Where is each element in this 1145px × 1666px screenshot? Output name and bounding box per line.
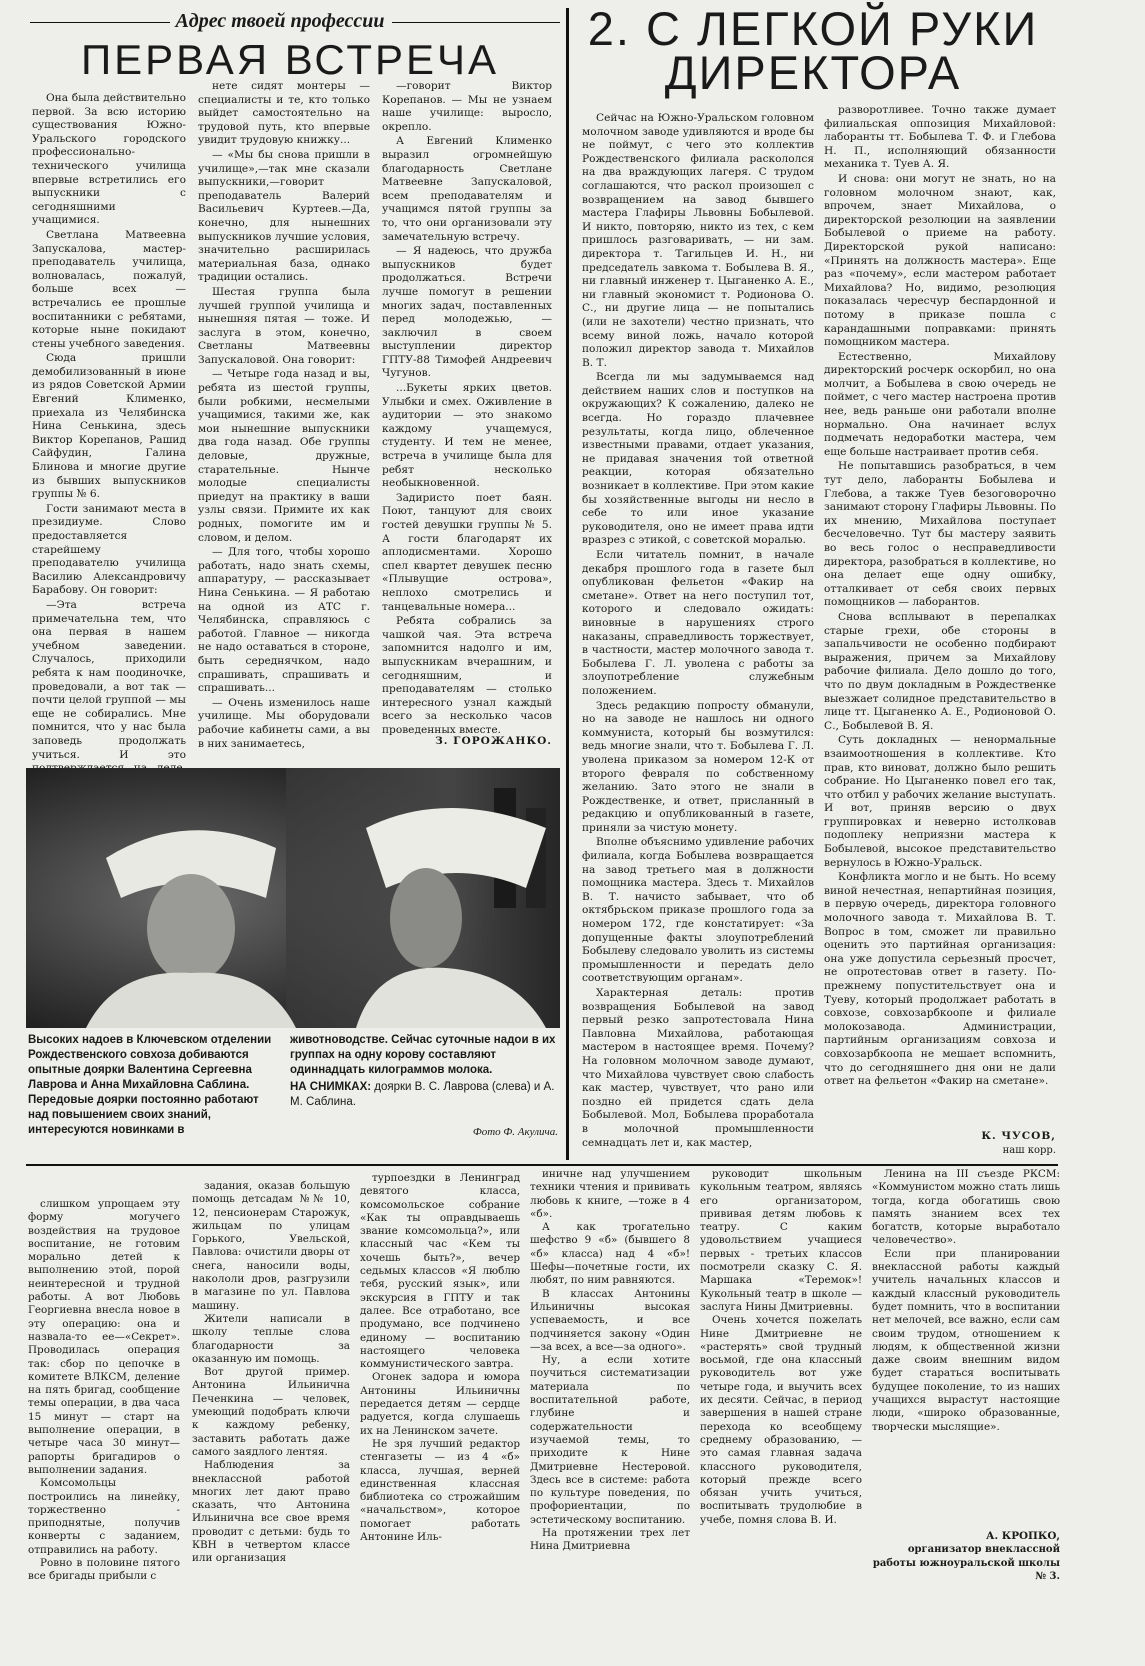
paragraph: ...Букеты ярких цветов. Улыбки и смех. Оживление в аудитории — это знакомо каждому учащемуся, студенту. И тем не менее, встреча в училище была для ребят несколько необыкновенной. (382, 382, 552, 490)
paragraph: — Я надеюсь, что дружба выпускников будет продолжаться. Встречи лучше помогут в решении многих задач, поставленных перед молодежью, — заключил в своем выступлении директор ГПТУ-88 Тимофей Андреевич Чугунов. (382, 245, 552, 380)
photo-caption-left (28, 1033, 278, 1143)
photo-caption-text-right: животноводстве. Сейчас суточные надои в их группах на одну корову составляют одиннадцать килограммов молока. (290, 1034, 556, 1076)
paragraph: Огонек задора и юмора Антонины Ильиничны передается детям — сердце радуется, когда слушаешь их на Ленинском зачете. (360, 1371, 520, 1437)
paragraph: — Четыре года назад и вы, ребята из шестой группы, были робкими, несмелыми учащимися, такими же, как мои нынешние выпускники два года назад. Обе группы деловые, дружные, старательные. Нынче молодые специалисты приедут на практику в ваши узлы связи. Примите их как родных, помогите им и словом, и делом. (198, 368, 370, 544)
photo-image (26, 768, 560, 1028)
paragraph: Вполне объяснимо удивление рабочих филиала, когда Бобылева возвращается на завод третьего мая в должности помощника мастера. Здесь т. Михайлов В. Т. начисто забывает, что об октябрьском приказе прошлого года за номером 172, где констатирует: «За допущенные факты злоупотреблений Бобылеву следовало уволить из системы промышленности и передать дело соответствующим органам». (582, 836, 814, 985)
paragraph: Очень хочется пожелать Нине Дмитриевне не «растерять» свой трудный восьмой, где она классный руководитель вот уже четыре года, и выучить всех их десяти. Сейчас, в период завершения в нашей стране перехода ко всеобщему среднему образованию, — это самая главная задача классного руководителя, который прежде всего обязан учить учиться, воспитывать трудолюбие в учебе, помня слова В. И. (700, 1314, 862, 1526)
bottom-article-signature: А. КРОПКО, (986, 1530, 1060, 1542)
paragraph: Она была действительно первой. За всю историю существования Южно-Уральского городского профессионально-технического училища впервые встретились его выпускники с сегодняшними учащимися. (32, 92, 186, 227)
paragraph: слишком упрощаем эту форму могучего воздействия на трудовое воспитание, не готовим морально детей к выполнению этой, порой неинтересной и трудной работы. А вот Любовь Георгиевна внесла новое в эту операцию: она и назвала-то ее—«Секрет». Проводилась операция так: сбор по цепочке в комитете ВЛКСМ, деление на пять бригад, сообщение темы операции, в два часа 15 минут — старт на выполнение операции, в четыре часа 30 минут—рапорты бригадиров о выполнении задания. (28, 1198, 180, 1476)
left-article-column-3 (382, 80, 552, 736)
photo-caption-label: НА СНИМКАХ: (290, 1081, 372, 1093)
right-article-signature-wrap (824, 1130, 1056, 1160)
bottom-column-4 (530, 1168, 690, 1658)
paragraph: —говорит Виктор Корепанов. — Мы не узнаем наше училище: выросло, окрепло. (382, 80, 552, 133)
paragraph: Жители написали в школу теплые слова благодарности за оказанную им помощь. (192, 1312, 350, 1365)
paragraph: Ребята собрались за чашкой чая. Эта встреча запомнится надолго и им, выпускникам вчерашним, и сегодняшним, и преподавателям — столько интересного узнал каждый всего за несколько часов проведенных вместе. (382, 615, 552, 736)
paragraph: турпоездки в Ленинград девятого класса, комсомольское собрание «Как ты оправдываешь звание комсомольца?», или классный час «Кем ты хочешь быть?», вечер седьмых классов «Я люблю тебя, русский язык», или экскурсия в ГПТУ и так далее. Все отработано, все продумано, все подчинено единому — воспитанию настоящего человека коммунистического завтра. (360, 1172, 520, 1371)
bottom-signature-wrap (872, 1530, 1060, 1610)
paragraph: А как трогательно шефство 9 «б» (бывшего 8 «б» класса) над 4 «б»! Шефы—почетные гости, их любят, по ним равняются. (530, 1221, 690, 1287)
paragraph: В классах Антонины Ильиничны высокая успеваемость, и все подчиняется закону «Один—за всех, а все—за одного». (530, 1287, 690, 1353)
bottom-section-divider (26, 1164, 1058, 1166)
paragraph: Естественно, Михайлову директорский росчерк оскорбил, но она молчит, а Бобылева в свою очередь не поймет, с чего мастер настроена против нее, ведь раньше они работали вполне нормально. Она начинает вслух подмечать недоработки мастера, чем еще больше настраивает против себя. (824, 350, 1056, 458)
paragraph: Комсомольцы построились на линейку, торжественно - приподнятые, получив конверты с заданием, отправились на работу. (28, 1477, 180, 1556)
bottom-column-2 (192, 1180, 350, 1658)
paragraph: Шестая группа была лучшей группой училища и нынешняя пятая — тоже. И заслуга в этом, конечно, Светланы Матвеевны Запускаловой. Она говорит: (198, 285, 370, 366)
paragraph: задания, оказав большую помощь детсадам №№ 10, 12, пенсионерам Старожук, жильцам по улицам Горького, Увельской, Павлова: очистили дворы от снега, наносили воды, накололи дров, разгрузили в магазине по ул. Павлова машину. (192, 1180, 350, 1312)
right-article-column-1 (582, 112, 814, 1160)
photo-credit: Фото Ф. Акулича. (472, 1126, 558, 1138)
paragraph: Ленина на III съезде РКСМ: «Коммунистом можно стать лишь тогда, когда обогатишь свою память знанием всех тех богатств, которые выработало человечество». (872, 1168, 1060, 1247)
photo-caption-text-left: Высоких надоев в Ключевском отделении Рождественского совхоза добиваются опытные доярки Валентина Сергеевна Лаврова и Анна Михайловна Саблина. Передовые доярки постоянно работают над повышением своих знаний, интересуются новинками в (28, 1034, 272, 1136)
paragraph: разворотливее. Точно также думает филиальская оппозиция Михайловой: лаборанты тт. Бобылева Т. Ф. и Глебова Н. П., исполняющий обязанности механика т. Туев А. Я. (824, 104, 1056, 171)
paragraph: Всегда ли мы задумываемся над действием наших слов и поступков на окружающих? К сожалению, далеко не всегда. Но гораздо плачевнее результаты, когда лицо, облеченное известными правами, отдает указания, не придавая значения той ответной реакции, которая обязательно возникает в коллективе. При этом какие бы хозяйственные выгоды ни несло в себе то или иное указание руководителя, оно не имеет права идти вразрез с этикой, с советской моралью. (582, 371, 814, 547)
column-divider (566, 8, 569, 1160)
paragraph: — «Мы бы снова пришли в училище»,—так мне сказали выпускники,—говорит преподаватель Валерий Васильевич Куртеев.—Да, конечно, для нынешних выпускников лучшие условия, значительно расширилась материальная база, однако традиции остались. (198, 148, 370, 284)
paragraph: Не попытавшись разобраться, в чем тут дело, лаборанты Бобылева и Глебова, а также Туев безоговорочно занимают сторону Глафиры Львовны. По их мнению, Михайлова поступает бесчеловечно. Тут бы мастеру заявить во весь голос о несправедливости директора, разобраться в коллективе, но она делает еще одну ошибку, отталкивает от себя своих первых помощников — лаборантов. (824, 460, 1056, 609)
paragraph: Сюда пришли демобилизованный в июне из рядов Советской Армии Евгений Клименко, приехала из Челябинска Нина Сенькина, здесь Виктор Корепанов, Рашид Сайфудин, Галина Блинова и многие другие из бывших выпускников группы № 6. (32, 352, 186, 501)
right-article-column-2 (824, 104, 1056, 1128)
paragraph: руководит школьным кукольным театром, являясь его организатором, прививая детям любовь к театру. С каким удовольствием учащиеся первых - третьих классов посмотрели сказку С. Я. Маршака «Теремок»! Кукольный театр в школе — заслуга Нины Дмитриевны. (700, 1168, 862, 1313)
paragraph: нете сидят монтеры — специалисты и те, кто только выйдет самостоятельно на трудовой путь, кто впервые увидит трудовую книжку... (198, 80, 370, 147)
paragraph: Гости занимают места в президиуме. Слово предоставляется старейшему преподавателю училища Василию Александровичу Барабову. Он говорит: (32, 502, 186, 597)
right-article-signature-role: наш корр. (1002, 1145, 1056, 1156)
photo-caption-right (290, 1033, 558, 1123)
left-article-signature-wrap (382, 735, 552, 755)
rubric-title: Адрес твоей профессии (175, 10, 385, 32)
paragraph: Вот другой пример. Антонина Ильинична Печенкина — человек, умеющий подобрать ключи к каждому ребенку, заставить работать даже самого заядлого лентяя. (192, 1366, 350, 1458)
paragraph: Здесь редакцию попросту обманули, но на заводе не нашлось ни одного коммуниста, который бы возмутился: ведь многие знали, что т. Бобылева Г. Л. уволена приказом за номером 12-К от второго февраля по собственному желанию. Зато этого не знали в Рождественке, и ответ, присланный в редакцию и опубликованный в газете, приняли за чистую монету. (582, 699, 814, 834)
left-article-column-1 (32, 92, 186, 761)
left-article-column-2 (198, 80, 370, 748)
bottom-column-5 (700, 1168, 862, 1658)
paragraph: Светлана Матвеевна Запускалова, мастер-преподаватель училища, волновалась, пожалуй, больше всех — встречались ее прошлые воспитанники с ребятами, которые ныне покидают стены учебного заведения. (32, 228, 186, 350)
left-article-signature: З. ГОРОЖАНКО. (435, 735, 552, 747)
paragraph: Ну, а если хотите поучиться систематизации материала по воспитательной работе, глубине и содержательности изучаемой темы, то приходите к Нине Дмитриевне Нестеровой. Здесь все в системе: работа по культуре поведения, по профориентации, по эстетическому воспитанию. (530, 1354, 690, 1526)
paragraph: А Евгений Клименко выразил огромнейшую благодарность Светлане Матвеевне Запускаловой, всем преподавателям и учащимся пятой группы за то, что они организовали эту замечательную встречу. (382, 135, 552, 243)
photo-caption-names: доярки В. С. Лаврова (слева) и А. М. Саблина. (290, 1081, 555, 1108)
paragraph: Конфликта могло и не быть. Но всему виной нечестная, непартийная позиция, в первую очередь, директора головного молочного завода т. Михайлова В. Т. Вопрос в том, сможет ли правильно оценить это партийная организация: она уже допустила серьезный просчет, не опротестовав ответ в газету. По-прежнему попустительствует она и Туеву, который продолжает работать в совхозе, совхозарбкоопе и филиале молокозавода. Администрации, партийным организациям совхоза и совхозарбкоопа не мешает вспомнить, что до сегодняшнего дня они не дали ответ на фельетон «Факир на сметане». (824, 871, 1056, 1088)
paragraph: Суть докладных — ненормальные взаимоотношения в коллективе. Кто прав, кто виноват, должно было решить собрание. Но Цыганенко повел его так, что отбил у рабочих желание выступать. И вот, приняв версию о двух группировках и неверно истолковав подоплеку неприязни мастера к Бобылевой, высокое представительство вернулось в Южно-Уральск. (824, 734, 1056, 869)
rubric-rule-left (30, 22, 170, 23)
paragraph: Сейчас на Южно-Уральском головном молочном заводе удивляются и вроде бы не поймут, с чего это коллектив Рождественского филиала раскололся на два враждующих лагеря. С трудом соглашаются, что раскол произошел с возвращением на завод бывшего мастера Глафиры Львовны Бобылевой. И никто, повторяю, никто из тех, с кем пришлось разговаривать, — ни зам. директора т. Тагильцев И. Н., ни председатель завкома т. Бобылева В. Я., ни главный инженер т. Цыганенко А. Е., ни главный экономист т. Родионова О. С., ни другие лица — не попытались (или не захотели) честно признать, что всему виной ложь, начало которой положил директор завода т. Михайлов В. Т. (582, 112, 814, 369)
bottom-column-3 (360, 1172, 520, 1658)
paragraph: — Для того, чтобы хорошо работать, надо знать схемы, аппаратуру, — рассказывает Нина Сенькина. — Я работаю на одной из АТС г. Челябинска, справляюсь с работой. Главное — никогда не надо оставаться в стороне, быть середнячком, надо спрашивать, спрашивать и спрашивать... (198, 546, 370, 695)
paragraph: Не зря лучший редактор стенгазеты — из 4 «б» класса, лучшая, верней единственная классная библиотека со строжайшим «начальством», которое помогает работать Антонине Иль- (360, 1437, 520, 1544)
dairy-workers-photo (26, 768, 560, 1028)
right-article-signature: К. ЧУСОВ, (981, 1130, 1056, 1142)
paragraph: Задиристо поет баян. Поют, танцуют для своих гостей девушки группы № 5. А гости благодарят их аплодисментами. Хорошо спел квартет девушек песню «Плывущие острова», неплохо смотрелись и танцевальные номера... (382, 491, 552, 613)
paragraph: Снова всплывают в перепалках старые грехи, обе стороны в запальчивости не особенно подбирают выражения, причем за Михайлову рабочие филиала. Дело дошло до того, что по двум докладным в Рождественке выезжает солидное представительство в лице тт. Цыганенко А. Е., Родионовой О. С., Бобылевой В. Я. (824, 610, 1056, 732)
left-headline: ПЕРВАЯ ВСТРЕЧА (80, 36, 500, 83)
paragraph: Ровно в половине пятого все бригады прибыли с (28, 1557, 180, 1583)
paragraph: Если читатель помнит, в начале декабря прошлого года в газете был опубликован фельетон «Факир на сметане». Ответ на него поступил тот, которого и следовало ожидать: виновные в нарушениях строго наказаны, справедливость торжествует, в частности, мастер молочного завода т. Бобылева Г. Л. уволена с работы за злоупотребление служебным положением. (582, 549, 814, 697)
bottom-column-1 (28, 1198, 180, 1658)
paragraph: Характерная деталь: против возвращения Бобылевой на завод первый резко запротестовала Нина Павловна Михайлова, работающая мастером в настоящее время. Почему? На головном молочном заводе думают, что Михайлова чувствует свою слабость как мастер, чувствует, что рано или поздно ей придется сдать дела Бобылевой. Мол, Бобылева проработала в молочной промышленности семнадцать лет и, как мастер, (582, 987, 814, 1149)
bottom-article-signature-role: организатор внеклассной работы южноуральской школы № 3. (872, 1544, 1060, 1582)
rubric-rule-right (392, 22, 560, 23)
paragraph: Если при планировании внеклассной работы каждый учитель начальных классов и каждый классный руководитель будет помнить, что в воспитании нет мелочей, все важно, если сам своим трудом, отношением к людям, к общественной жизни даже своим внешним видом будет стараться воспитывать будущее поколение, то из наших учащихся вырастут настоящие люди, «широко образованные, творчески мыслящие». (872, 1247, 1060, 1433)
right-headline-line-2: ДИРЕКТОРА (664, 46, 962, 99)
paragraph: На протяжении трех лет Нина Дмитриевна (530, 1527, 690, 1553)
bottom-column-6 (872, 1168, 1060, 1528)
right-headline-line-1: 2. С ЛЕГКОЙ РУКИ (587, 2, 1039, 55)
paragraph: Наблюдения за внеклассной работой многих лет дают право сказать, что Антонина Ильинична все свое время проводит с детьми: будь то КВН в четвертом классе или организация (192, 1459, 350, 1565)
paragraph: — Очень изменилось наше училище. Мы оборудовали рабочие кабинеты сами, а вы в них занимаетесь, (198, 696, 370, 750)
paragraph: иничне над улучшением техники чтения и прививать любовь к книге, —тоже в 4 «б». (530, 1168, 690, 1220)
paragraph: И снова: они могут не знать, но на головном молочном знают, как, впрочем, знает Михайлова, о директорской резолюции на заявлении Бобылевой о приеме на работу. Директорской рукой написано: «Принять на должность мастера». Еще раз «почему», если мастером работает Михайлова? Но, видимо, резолюция показалась чересчур беспардонной и потому в приказе пошла с карандашными поправками: принять помощником мастера. (824, 172, 1056, 349)
paragraph: —Эта встреча примечательна тем, что она первая в нашем учебном заведении. Случалось, приходили ребята к нам поодиночке, проведовали, а вот так — почти целой группой — мы еще не собирались. Мне помнится, что у нас была заповедь продолжать учиться. И это (32, 598, 186, 761)
